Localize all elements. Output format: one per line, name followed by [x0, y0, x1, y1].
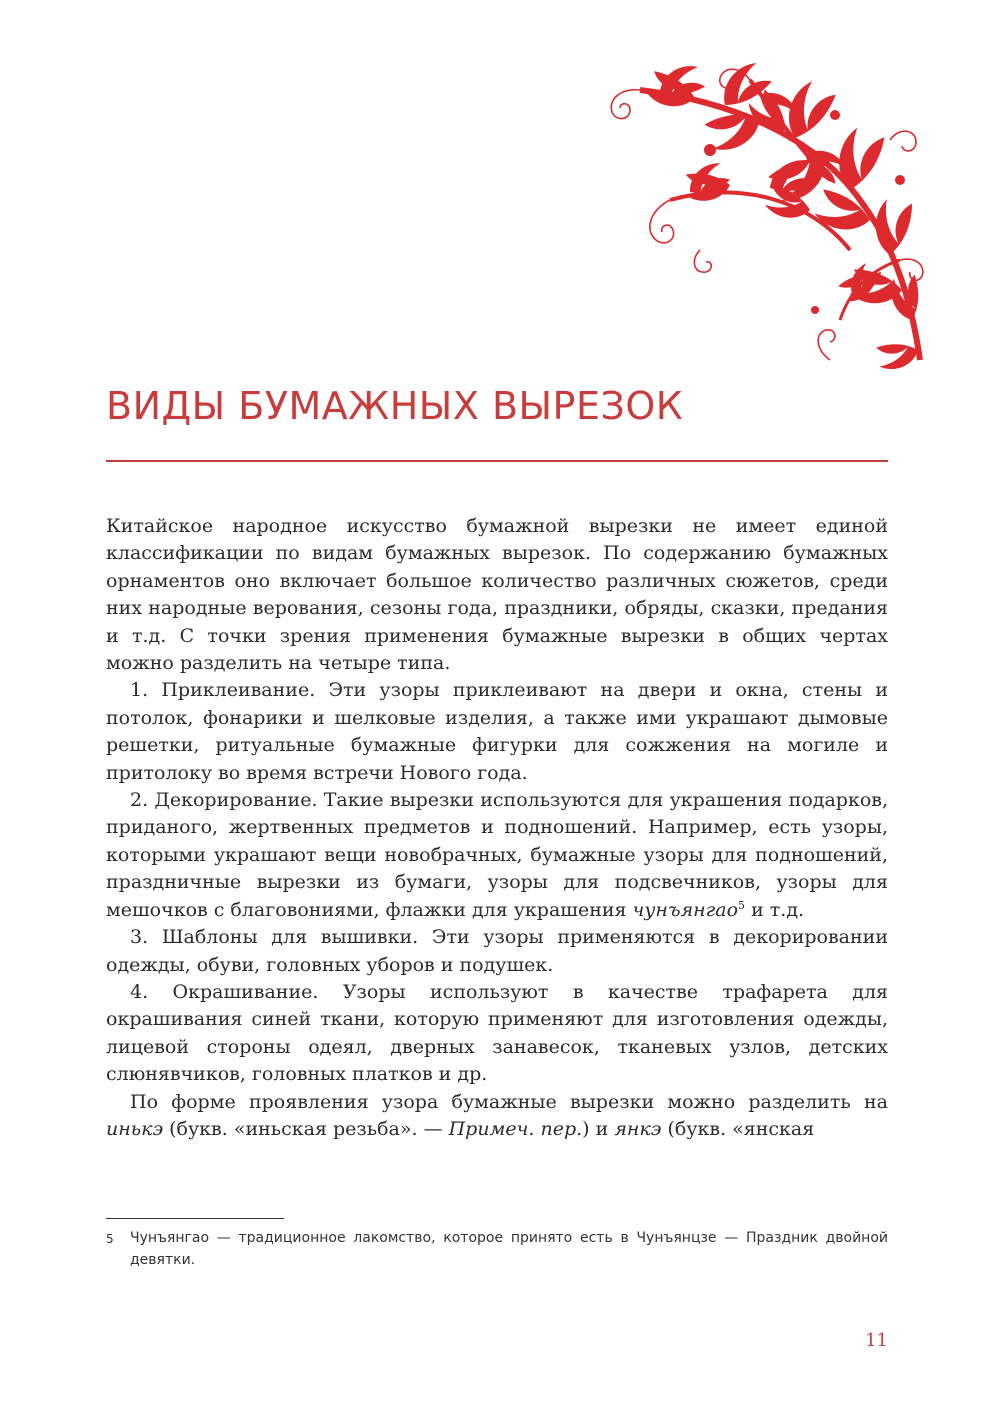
- paragraph-item-1: 1. Приклеивание. Эти узоры приклеивают на двери и окна, стены и потолок, фонарики и шелковые изделия, а также ими украшают дымовые решетки, ритуальные бумажные фигурки для сожжения на могиле и притолоку во время встречи Нового года.: [106, 679, 888, 784]
- footnote-reference[interactable]: 5: [738, 898, 746, 912]
- page-number: 11: [865, 1330, 888, 1351]
- footnote: [106, 1227, 888, 1271]
- main-text: [106, 513, 888, 1143]
- item-2-text: 2. Декорирование. Такие вырезки используются для украшения подарков, приданого, жертвенных предметов и подношений. Например, есть узоры, которыми украшают вещи новобрачных, бумажные узоры для подношений, праздничные вырезки из бумаги, узоры для подсвечников, узоры для мешочков с благовониями, флажки для украшения: [106, 789, 888, 921]
- footnote-divider: [106, 1218, 284, 1219]
- floral-corner-ornament-icon: [600, 60, 940, 390]
- footnote-text: Чунъянгао — традиционное лакомство, которое принято есть в Чунъянцзе — Праздник двойной девятки.: [130, 1230, 888, 1268]
- form-text-a: По форме проявления узора бумажные вырезки можно разделить на: [130, 1090, 888, 1113]
- paragraph-item-2: [106, 787, 888, 924]
- term-chunyangao: чунъянгао: [632, 898, 739, 921]
- paragraph-item-3: 3. Шаблоны для вышивки. Эти узоры применяются в декорировании одежды, обуви, головных уборов и подушек.: [106, 926, 888, 976]
- term-yanke: янкэ: [614, 1117, 662, 1140]
- paragraph-item-4: 4. Окрашивание. Узоры используют в качестве трафарета для окрашивания синей ткани, которую применяют для изготовления одежды, лицевой стороны одеял, дверных занавесок, тканевых узлов, детских слюнявчиков, головных платков и др.: [106, 980, 888, 1086]
- page-title: ВИДЫ БУМАЖНЫХ ВЫРЕЗОК: [106, 384, 684, 428]
- paragraph-form: [106, 1089, 888, 1144]
- footnote-number: 5: [106, 1232, 114, 1246]
- title-divider: [106, 460, 888, 462]
- term-yinke: инькэ: [106, 1117, 164, 1140]
- form-text-b: (букв. «иньская резьба». —: [163, 1117, 449, 1140]
- form-text-c: ) и: [582, 1117, 615, 1140]
- translator-note: Примеч. пер.: [448, 1117, 583, 1140]
- form-text-d: (букв. «янская: [661, 1117, 815, 1140]
- paragraph-intro: Китайское народное искусство бумажной вырезки не имеет единой классификации по видам бумажных вырезок. По содержанию бумажных орнаментов оно включает большое количество различных сюжетов, среди них народные верования, сезоны года, праздники, обряды, сказки, предания и т.д. С точки зрения применения бумажные вырезки в общих чертах можно разделить на четыре типа.: [106, 515, 888, 675]
- item-2-tail: и т.д.: [745, 898, 805, 921]
